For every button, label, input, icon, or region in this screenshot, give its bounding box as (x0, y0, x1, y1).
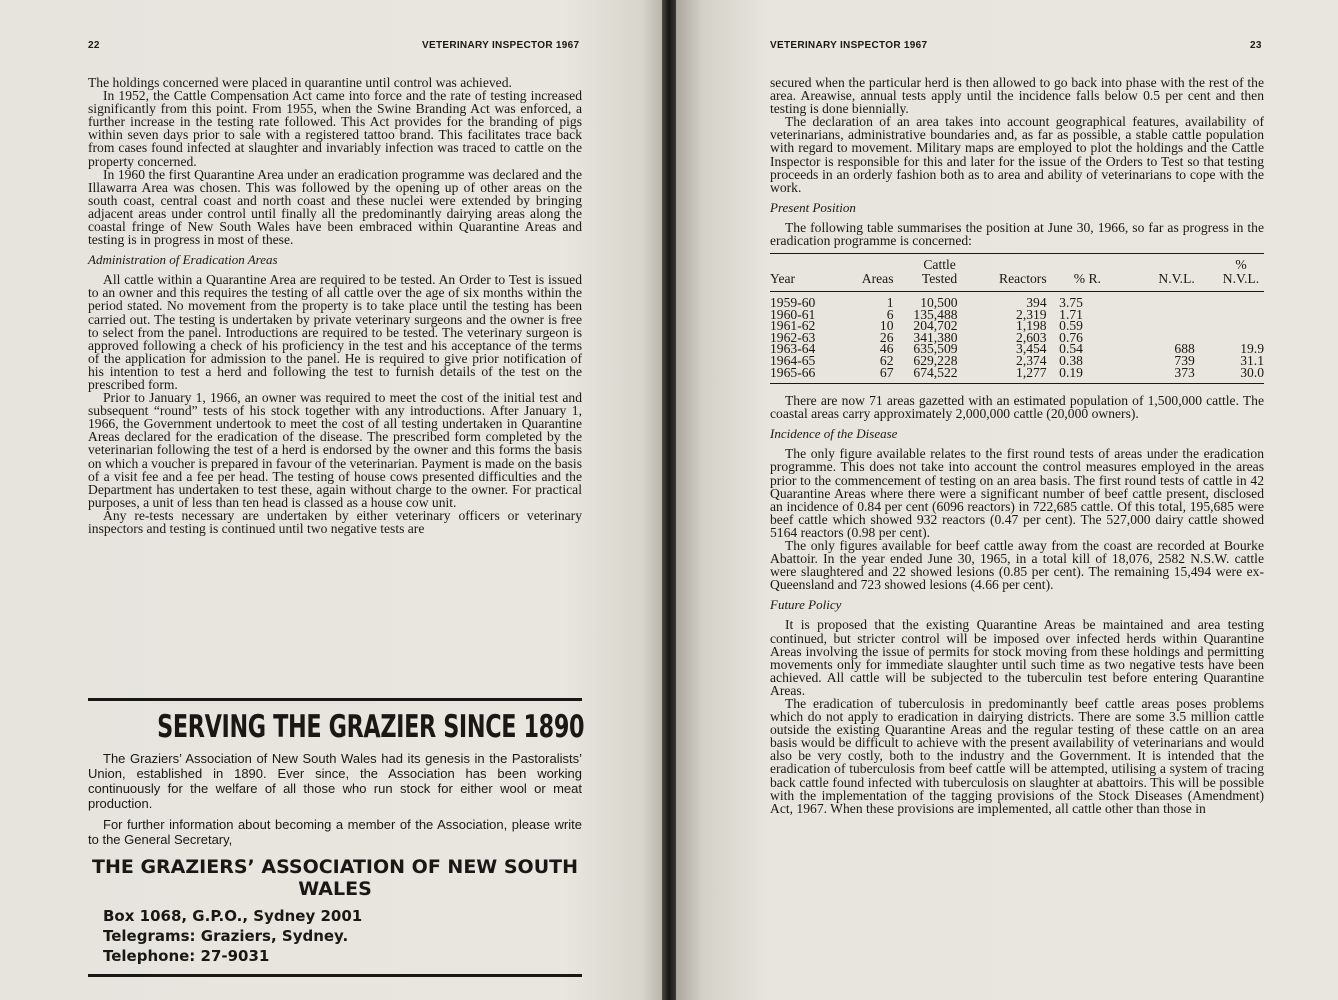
table-cell: 635,509 (913, 341, 958, 357)
paragraph: There are now 71 areas gazetted with an estimated population of 1,500,000 cattle. The coastal areas carry approximately 2,000,000 cattle (20,000 owners). (770, 393, 1264, 422)
ad-telephone: Telephone: 27-9031 (103, 947, 270, 965)
paragraph: It is proposed that the existing Quarantine Areas be maintained and area testing continued, but stricter control will be imposed over infected herds within Quarantine Areas involving the issue of permits for stock moving from these holdings and permitting movements only for immediate slaughter until such time as two negative tests have been achieved. All cattle will be subjected to the tuberculin test before entering Quarantine Areas. (770, 617, 1264, 698)
table-cell: 19.9 (1240, 341, 1264, 357)
paragraph: All cattle within a Quarantine Area are required to be tested. An Order to Test is issued to an owner and this requires the testing of all cattle over the age of six months within the period stated. No movement from the property is to take place until the testing has been carried out. The testing is undertaken by private veterinary surgeons and the owner is free to select from the panel. Introductions are required to be tested. The veterinary surgeon is approved following a check of his proficiency in the test and his acceptance of the terms of the application for admission to the panel. He is required to give prior notification of his intention to test a herd and following the test to furnish details of the test on the prescribed form. (88, 272, 582, 392)
table-cell: 0.54 (1059, 341, 1083, 357)
table-cell: 341,380 (913, 329, 958, 345)
table-cell: 0.76 (1059, 329, 1083, 345)
table-cell: 1964-65 (770, 353, 816, 368)
ad-paragraph: For further information about becoming a member of the Association, please write to the General Secretary, (88, 817, 582, 847)
table-cell: 688 (1174, 341, 1195, 357)
table-cell: 0.38 (1059, 353, 1083, 368)
table-cell: 394 (1026, 295, 1047, 311)
table-cell: 2,603 (1016, 329, 1047, 345)
col-percent-r: % R. (1047, 254, 1101, 292)
table-cell (1195, 320, 1264, 332)
table-cell: 1959-60 (770, 295, 816, 311)
table-body (770, 292, 1264, 384)
ad-telegrams: Telegrams: Graziers, Sydney. (103, 927, 349, 945)
right-running-head: VETERINARY INSPECTOR 1967 (770, 40, 928, 51)
ad-address: Box 1068, G.P.O., Sydney 2001 (103, 907, 363, 925)
paragraph: In 1952, the Cattle Compensation Act came into force and the rate of testing increased significantly from this point. From 1955, when the Swine Branding Act was enforced, a further increase in the testing rate followed. This Act provides for the branding of pigs within seven days prior to sale with a registered tattoo brand. This facilitates trace back from cases found infected at slaughter and invariably infection was traced to cattle on the property concerned. (88, 88, 582, 169)
paragraph: In 1960 the first Quarantine Area under an eradication programme was declared and the Illawarra Area was chosen. This was followed by the opening up of other areas on the south coast, central coast and north coast and these nuclei were extended by bringing adjacent areas under control until finally all the predominantly dairying areas along the coastal fringe of New South Wales have been embraced within Quarantine Areas and testing is in progress in most of these. (88, 166, 582, 248)
table-cell: 3.75 (1059, 295, 1083, 311)
right-body-text (770, 76, 1264, 815)
left-running-head: VETERINARY INSPECTOR 1967 (422, 40, 580, 51)
section-heading: Administration of Eradication Areas (88, 252, 278, 268)
table-cell: 31.1 (1240, 353, 1264, 368)
table-cell: 135,488 (913, 306, 958, 322)
table-cell (1195, 309, 1264, 321)
right-page (676, 0, 1338, 1000)
paragraph: Prior to January 1, 1966, an owner was required to meet the cost of the initial test and subsequent “round” tests of his stock together with any introductions. After January 1, 1966, the Government undertook to meet the cost of all testing undertaken in Quarantine Areas declared for the eradication of the disease. The prescribed form completed by the veterinarian following the test of a herd is endorsed by the owner and this forms the basis on which a voucher is prepared in favour of the veterinarian. Payment is made on the basis of a visit fee and a fee per head. The testing of house cows presented difficulties and the Department has undertaken to test these, again without charge to the owner. For practical purposes, a unit of less than ten head is classed as a house cow unit. (88, 390, 582, 510)
table-cell: 67 (849, 367, 893, 384)
paragraph: The only figures available for beef cattle away from the coast are recorded at Bourke Abattoir. In the year ended June 30, 1965, in a total kill of 18,076, 2582 N.S.W. cattle were slaughtered and 22 showed lesions (0.85 per cent). The remaining 15,494 were ex-Queensland and 723 showed lesions (4.66 per cent). (770, 538, 1264, 593)
ad-organisation-name: THE GRAZIERS’ ASSOCIATION OF NEW SOUTH WALES (92, 856, 578, 900)
divider (88, 974, 582, 977)
left-page-number: 22 (88, 40, 100, 51)
section-heading: Present Position (770, 199, 856, 215)
table-cell: 1962-63 (770, 329, 816, 345)
left-page (0, 0, 662, 1000)
table-cell: 46 (879, 341, 894, 357)
table-cell: 0.19 (1047, 367, 1101, 384)
paragraph: The only figure available relates to the first round tests of areas under the eradication programme. This does not take into account the control measures employed in the areas prior to the commencement of testing on an area basis. The first round tests of cattle in 42 Quarantine Areas where there were a significant number of beef cattle present, disclosed an incidence of 0.84 per cent (6096 reactors) in 722,685 cattle. Of this total, 195,685 were beef cattle which showed 932 reactors (0.47 per cent). The 527,000 dairy cattle showed 5164 reactors (0.98 per cent). (770, 446, 1264, 540)
col-cattle-tested: Cattle Tested (893, 254, 967, 292)
paragraph: The declaration of an area takes into account geographical features, availability of veterinarians, administrative boundaries and, as far as possible, a stable cattle population with regard to movement. Military maps are employed to plot the holdings and the Cattle Inspector is responsible for this and later for the issue of the Orders to Test so that testing proceeds in an orderly fashion both as to area and ability of veterinarians to cope with the work. (770, 114, 1264, 195)
table-cell: 1 (886, 295, 894, 311)
table-cell: 3,454 (1016, 341, 1047, 357)
table-cell: 373 (1101, 367, 1195, 384)
table-cell: 1961-62 (770, 318, 816, 334)
left-body-text (88, 76, 582, 535)
table-cell: 0.59 (1059, 318, 1083, 334)
table-cell: 1,198 (1016, 318, 1047, 334)
col-percent-nvl: % N.V.L. (1195, 254, 1264, 292)
section-heading: Incidence of the Disease (770, 426, 898, 442)
book-gutter (662, 0, 676, 1000)
col-nvl: N.V.L. (1101, 254, 1195, 292)
right-page-number: 23 (1250, 40, 1262, 51)
table-cell: 10 (879, 318, 894, 334)
table-cell: 30.0 (1195, 367, 1264, 384)
section-heading: Future Policy (770, 597, 842, 613)
ad-paragraph: The Graziers’ Association of New South Wales had its genesis in the Pastoralists’ Union, established in 1890. Ever since, the Association has been working continuously for the welfare of all those who run stock for either wool or meat production. (88, 751, 582, 811)
col-reactors: Reactors (968, 254, 1047, 292)
table-cell: 674,522 (893, 367, 967, 384)
table-cell: 739 (1174, 353, 1195, 368)
graziers-advertisement (88, 698, 585, 977)
paragraph: The following table summarises the position at June 30, 1966, so far as progress in the eradication programme is concerned: (770, 219, 1264, 248)
table-cell: 1960-61 (770, 306, 816, 322)
table-cell: 1,277 (968, 367, 1047, 384)
table-cell: 62 (879, 353, 894, 368)
divider (88, 698, 582, 701)
table-cell: 6 (886, 306, 894, 322)
table-row (770, 367, 1264, 384)
paragraph: secured when the particular herd is then allowed to go back into phase with the rest of the area. Areawise, annual tests apply until the incidence falls below 0.5 per cent and then testing is done biennially. (770, 75, 1264, 117)
col-year: Year (770, 254, 849, 292)
table-cell: 2,319 (1016, 306, 1047, 322)
table-header-row (770, 254, 1264, 292)
ad-headline: SERVING THE GRAZIER SINCE 1890 (157, 709, 585, 745)
table-cell: 1965-66 (770, 367, 849, 384)
paragraph: The holdings concerned were placed in quarantine until control was achieved. (88, 75, 512, 90)
table-cell (1101, 309, 1195, 321)
table-cell: 2,374 (1016, 353, 1047, 368)
col-areas: Areas (849, 254, 893, 292)
table-cell (1101, 320, 1195, 332)
table-cell: 204,702 (913, 318, 958, 334)
table-cell: 1963-64 (770, 341, 816, 357)
table-cell (1101, 292, 1195, 309)
table-cell: 26 (879, 329, 894, 345)
eradication-progress-table (770, 253, 1264, 384)
table-cell: 10,500 (920, 295, 958, 311)
paragraph: Any re-tests necessary are undertaken by either veterinary officers or veterinary inspectors and testing is continued until two negative tests are (88, 507, 582, 536)
paragraph: The eradication of tuberculosis in predominantly beef cattle areas poses problems which do not apply to eradication in dairying districts. There are some 3.5 million cattle outside the existing Quarantine Areas and the regular testing of these cattle on an area basis would be difficult to achieve with the present availability of veterinarians and would also be very costly, both to the industry and the Government. It is intended that the eradication of tuberculosis from beef cattle will be attempted, utilising a system of tracing back cattle found infected with tuberculosis on slaughter at abattoirs. This will be possible with the implementation of the tagging provisions of the Stock Diseases (Amendment) Act, 1967. When these provisions are implemented, all cattle other than those in (770, 695, 1264, 816)
table-cell: 1.71 (1059, 306, 1083, 322)
table-cell: 629,228 (913, 353, 958, 368)
table-cell (1195, 292, 1264, 309)
